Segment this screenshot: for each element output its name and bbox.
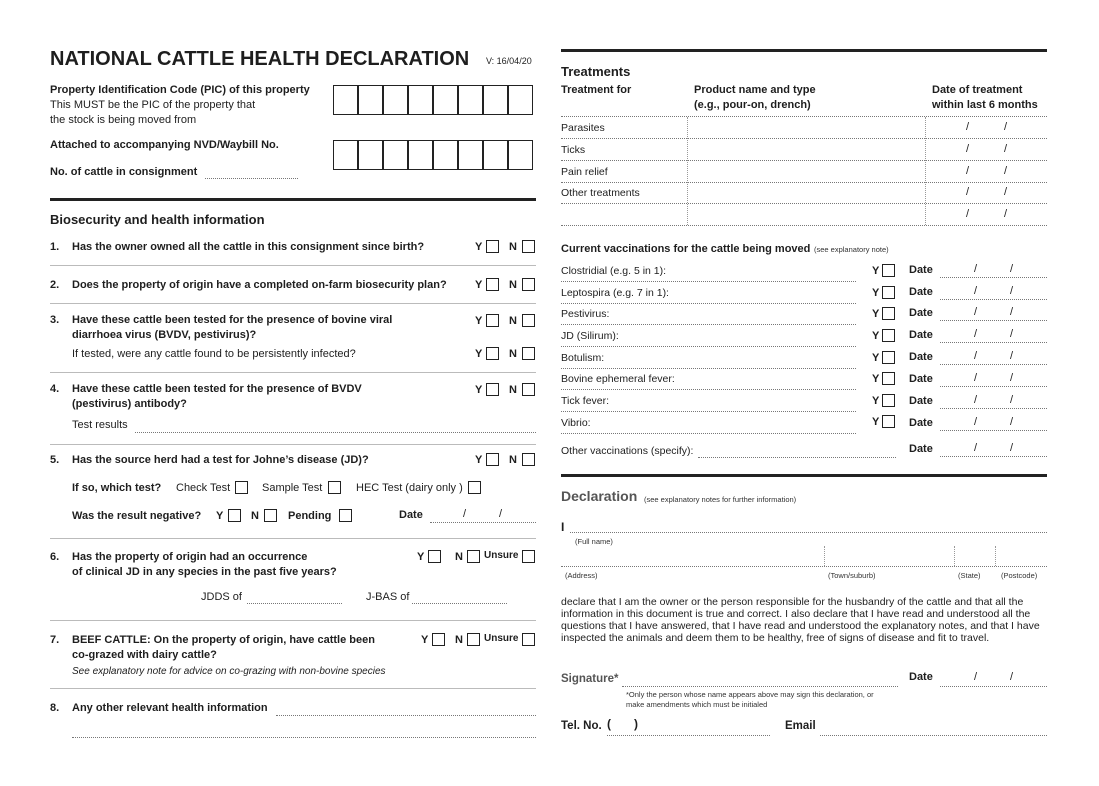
q7-no-checkbox[interactable] <box>467 633 480 646</box>
q6-no-checkbox[interactable] <box>467 550 480 563</box>
date-label: Date <box>909 286 933 298</box>
q2-no-checkbox[interactable] <box>522 278 535 291</box>
q6-yes-checkbox[interactable] <box>428 550 441 563</box>
q5-pending-label: Pending <box>288 510 332 522</box>
y-label: Y <box>872 330 880 342</box>
q3-no-checkbox[interactable] <box>522 314 535 327</box>
q5-yes-checkbox[interactable] <box>486 453 499 466</box>
treatments-col-treatment-for: Treatment for <box>561 84 632 96</box>
q1-number: 1. <box>50 241 60 253</box>
cattle-count-label: No. of cattle in consignment <box>50 166 198 178</box>
pic-note-2: the stock is being moved from <box>50 114 197 126</box>
nvd-label: Attached to accompanying NVD/Waybill No. <box>50 139 279 151</box>
q5-sample-test-label: Sample Test <box>262 482 323 494</box>
cattle-count-field[interactable] <box>205 178 298 179</box>
q5-y-label: Y <box>475 454 483 466</box>
tel-label: Tel. No. <box>561 720 602 732</box>
q3-sub-n-label: N <box>509 348 517 360</box>
q2-y-label: Y <box>475 279 483 291</box>
vaccine-bef: Bovine ephemeral fever: <box>561 373 675 385</box>
q5-date-label: Date <box>399 509 423 521</box>
q2-n-label: N <box>509 279 517 291</box>
q4-test-results-field[interactable] <box>135 432 536 433</box>
vaccine-other-date[interactable] <box>940 456 1047 457</box>
vaccine-other-field[interactable] <box>698 457 896 458</box>
q5-negative-label: Was the result negative? <box>72 510 202 522</box>
q5-pending-checkbox[interactable] <box>339 509 352 522</box>
vaccine-pestivirus-date[interactable] <box>940 320 1047 321</box>
q4-number: 4. <box>50 383 60 395</box>
treatment-row-parasites: Parasites <box>561 122 605 134</box>
y-label: Y <box>872 416 880 428</box>
address-caption: (Address) <box>565 571 598 580</box>
q7-unsure-label: Unsure <box>484 633 519 644</box>
treatments-col-date-1: Date of treatment <box>932 84 1023 96</box>
date-label: Date <box>909 307 933 319</box>
q1-yes-checkbox[interactable] <box>486 240 499 253</box>
vaccine-vibrio: Vibrio: <box>561 417 591 429</box>
q2-text: Does the property of origin have a completed on-farm biosecurity plan? <box>72 279 447 291</box>
vaccine-jd-silirum: JD (Silirum): <box>561 330 619 342</box>
town-caption: (Town/suburb) <box>828 571 876 580</box>
treatments-col-product-2: (e.g., pour-on, drench) <box>694 99 811 111</box>
q7-y-label: Y <box>421 634 429 646</box>
y-label: Y <box>872 352 880 364</box>
q3-text-2: diarrhoea virus (BVDV, pestivirus)? <box>72 329 257 341</box>
page-title: NATIONAL CATTLE HEALTH DECLARATION <box>50 48 470 70</box>
date-label: Date <box>909 329 933 341</box>
declaration-i: I <box>561 520 565 534</box>
q7-n-label: N <box>455 634 463 646</box>
pic-note-1: This MUST be the PIC of the property that <box>50 99 256 111</box>
vaccine-jd-checkbox[interactable] <box>882 329 895 342</box>
q7-text-1: BEEF CATTLE: On the property of origin, have cattle been <box>72 634 375 646</box>
date-label: Date <box>909 264 933 276</box>
q5-n-label: N <box>509 454 517 466</box>
q5-date-field[interactable] <box>430 522 536 523</box>
vaccine-bef-date[interactable] <box>940 386 1047 387</box>
q3-y-label: Y <box>475 315 483 327</box>
q3-sub-yes-checkbox[interactable] <box>486 347 499 360</box>
q7-yes-checkbox[interactable] <box>432 633 445 646</box>
signature-label: Signature* <box>561 673 619 685</box>
q5-hec-test-checkbox[interactable] <box>468 481 481 494</box>
q5-number: 5. <box>50 454 60 466</box>
q8-text: Any other relevant health information <box>72 702 268 714</box>
declaration-text-2: information in this document is true and correct. I also declare that I have read and understood all the <box>561 608 1031 620</box>
q6-number: 6. <box>50 551 60 563</box>
full-name-caption: (Full name) <box>575 537 613 546</box>
y-label: Y <box>872 308 880 320</box>
section-divider <box>561 474 1047 477</box>
address-field[interactable] <box>561 566 1047 567</box>
divider <box>954 546 955 566</box>
declaration-text-3: questions that I have answered, that I have read and understood the explanatory notes, and that I have <box>561 620 1040 632</box>
vaccine-jd-date[interactable] <box>940 342 1047 343</box>
q4-text-2: (pestivirus) antibody? <box>72 398 187 410</box>
vaccine-tick-fever-date[interactable] <box>940 408 1047 409</box>
treatment-row-pain-relief: Pain relief <box>561 166 608 178</box>
q3-number: 3. <box>50 314 60 326</box>
vaccine-leptospira-date[interactable] <box>940 299 1047 300</box>
section-divider <box>561 49 1047 52</box>
declaration-heading: Declaration <box>561 488 638 504</box>
vaccine-leptospira-checkbox[interactable] <box>882 286 895 299</box>
q1-n-label: N <box>509 241 517 253</box>
y-label: Y <box>872 287 880 299</box>
vaccine-vibrio-date[interactable] <box>940 430 1047 431</box>
q6-jbas-label: J-BAS of <box>366 591 410 603</box>
y-label: Y <box>872 395 880 407</box>
divider <box>50 372 536 373</box>
q5-neg-no-checkbox[interactable] <box>264 509 277 522</box>
q1-no-checkbox[interactable] <box>522 240 535 253</box>
declaration-text-1: declare that I am the owner or the person responsible for the husbandry of the cattle and that all the <box>561 596 1024 608</box>
q3-yes-checkbox[interactable] <box>486 314 499 327</box>
q5-sample-test-checkbox[interactable] <box>328 481 341 494</box>
q1-text: Has the owner owned all the cattle in this consignment since birth? <box>72 241 425 253</box>
email-label: Email <box>785 720 816 732</box>
declaration-date-label: Date <box>909 671 933 683</box>
state-caption: (State) <box>958 571 981 580</box>
q5-neg-n-label: N <box>251 510 259 522</box>
q1-y-label: Y <box>475 241 483 253</box>
vaccine-clostridial: Clostridial (e.g. 5 in 1): <box>561 265 667 277</box>
vaccine-botulism: Botulism: <box>561 352 605 364</box>
vaccine-bef-checkbox[interactable] <box>882 372 895 385</box>
q8-number: 8. <box>50 702 60 714</box>
q3-sub-text: If tested, were any cattle found to be persistently infected? <box>72 348 356 360</box>
q6-text-1: Has the property of origin had an occurrence <box>72 551 308 563</box>
q6-text-2: of clinical JD in any species in the past five years? <box>72 566 337 578</box>
q5-text: Has the source herd had a test for Johne’s disease (JD)? <box>72 454 369 466</box>
q6-n-label: N <box>455 551 463 563</box>
q6-jdds-label: JDDS of <box>201 591 242 603</box>
biosecurity-heading: Biosecurity and health information <box>50 212 265 227</box>
signature-note-2: make amendments which must be initialed <box>626 700 768 709</box>
pic-label: Property Identification Code (PIC) of this property <box>50 84 310 96</box>
vaccine-clostridial-checkbox[interactable] <box>882 264 895 277</box>
q7-note: See explanatory note for advice on co-grazing with non-bovine species <box>72 666 386 677</box>
vaccine-botulism-checkbox[interactable] <box>882 351 895 364</box>
declaration-text-4: inspected the animals and deem them to be healthy, free of signs of disease and fit to travel. <box>561 632 990 644</box>
declaration-heading-note: (see explanatory notes for further information) <box>644 495 797 504</box>
q3-sub-y-label: Y <box>475 348 483 360</box>
y-label: Y <box>872 265 880 277</box>
q6-jdds-field[interactable] <box>247 603 342 604</box>
vaccine-pestivirus: Pestivirus: <box>561 308 610 320</box>
vaccinations-heading: Current vaccinations for the cattle being moved <box>561 243 811 255</box>
q6-unsure-checkbox[interactable] <box>522 550 535 563</box>
vaccine-clostridial-date[interactable] <box>940 277 1047 278</box>
date-separator: / <box>499 508 503 520</box>
q3-n-label: N <box>509 315 517 327</box>
date-label: Date <box>909 417 933 429</box>
section-divider <box>50 198 536 201</box>
q6-unsure-label: Unsure <box>484 550 519 561</box>
vaccine-leptospira: Leptospira (e.g. 7 in 1): <box>561 287 669 299</box>
q5-neg-yes-checkbox[interactable] <box>228 509 241 522</box>
tel-paren-open: ( <box>607 717 611 731</box>
vaccine-pestivirus-checkbox[interactable] <box>882 307 895 320</box>
q5-check-test-label: Check Test <box>176 482 231 494</box>
date-separator: / <box>463 508 467 520</box>
y-label: Y <box>872 373 880 385</box>
q7-unsure-checkbox[interactable] <box>522 633 535 646</box>
divider <box>50 444 536 445</box>
q8-field-line-2[interactable] <box>72 737 536 738</box>
date-label: Date <box>909 443 933 455</box>
date-label: Date <box>909 351 933 363</box>
vaccinations-heading-note: (see explanatory note) <box>814 245 889 254</box>
q8-field-line-1[interactable] <box>276 715 536 716</box>
divider <box>824 546 825 566</box>
q5-which-test-label: If so, which test? <box>72 482 162 494</box>
divider <box>50 688 536 689</box>
tel-paren-close: ) <box>634 717 638 731</box>
q3-sub-no-checkbox[interactable] <box>522 347 535 360</box>
tel-field[interactable] <box>607 735 770 736</box>
vaccine-vibrio-checkbox[interactable] <box>882 415 895 428</box>
signature-note-1: *Only the person whose name appears above may sign this declaration, or <box>626 690 874 699</box>
q6-y-label: Y <box>417 551 425 563</box>
version-label: V: 16/04/20 <box>486 56 532 66</box>
treatment-row-ticks: Ticks <box>561 144 586 156</box>
treatments-col-date-2: within last 6 months <box>932 99 1038 111</box>
treatments-col-product-1: Product name and type <box>694 84 816 96</box>
q4-no-checkbox[interactable] <box>522 383 535 396</box>
vaccine-other-label: Other vaccinations (specify): <box>561 445 694 457</box>
email-field[interactable] <box>820 735 1047 736</box>
q4-y-label: Y <box>475 384 483 396</box>
postcode-caption: (Postcode) <box>1001 571 1038 580</box>
treatments-heading: Treatments <box>561 64 631 79</box>
q4-n-label: N <box>509 384 517 396</box>
q5-hec-test-label: HEC Test (dairy only ) <box>356 482 463 494</box>
q5-neg-y-label: Y <box>216 510 224 522</box>
vaccine-tick-fever-checkbox[interactable] <box>882 394 895 407</box>
divider <box>50 620 536 621</box>
q7-text-2: co-grazed with dairy cattle? <box>72 649 217 661</box>
date-label: Date <box>909 373 933 385</box>
q6-jbas-field[interactable] <box>412 603 507 604</box>
divider <box>50 265 536 266</box>
q3-text-1: Have these cattle been tested for the presence of bovine viral <box>72 314 393 326</box>
divider <box>995 546 996 566</box>
q4-test-results-label: Test results <box>72 419 128 431</box>
q4-text-1: Have these cattle been tested for the presence of BVDV <box>72 383 362 395</box>
q5-check-test-checkbox[interactable] <box>235 481 248 494</box>
date-label: Date <box>909 395 933 407</box>
q5-no-checkbox[interactable] <box>522 453 535 466</box>
vaccine-tick-fever: Tick fever: <box>561 395 610 407</box>
signature-field[interactable] <box>622 686 898 687</box>
declaration-date-field[interactable] <box>940 686 1047 687</box>
q7-number: 7. <box>50 634 60 646</box>
q2-yes-checkbox[interactable] <box>486 278 499 291</box>
divider <box>50 303 536 304</box>
full-name-field[interactable] <box>570 532 1047 533</box>
q2-number: 2. <box>50 279 60 291</box>
divider <box>50 538 536 539</box>
q4-yes-checkbox[interactable] <box>486 383 499 396</box>
vaccine-botulism-date[interactable] <box>940 364 1047 365</box>
treatment-row-other: Other treatments <box>561 187 640 199</box>
